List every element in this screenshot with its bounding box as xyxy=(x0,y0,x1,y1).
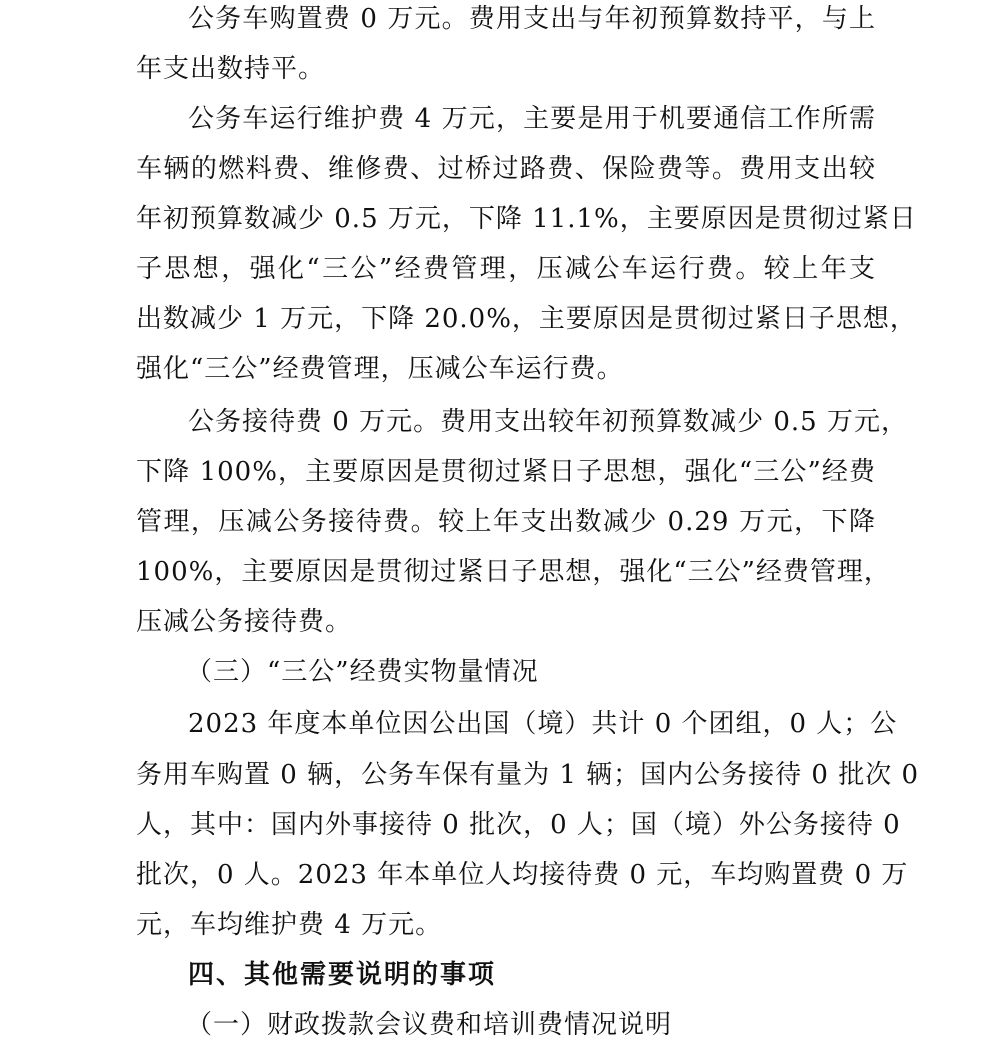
text-line: 压减公务接待费。 xyxy=(136,607,353,637)
text-line: 管理，压减公务接待费。较上年支出数减少 0.29 万元，下降 xyxy=(136,507,876,537)
text-line: 公务车购置费 0 万元。费用支出与年初预算数持平，与上 xyxy=(188,4,876,34)
text-line: 年初预算数减少 0.5 万元，下降 11.1%，主要原因是贯彻过紧日 xyxy=(136,204,917,234)
section-subheading: （三）“三公”经费实物量情况 xyxy=(186,657,539,687)
text-line: 年支出数持平。 xyxy=(136,54,326,84)
text-line: 车辆的燃料费、维修费、过桥过路费、保险费等。费用支出较 xyxy=(136,154,876,184)
text-line: 公务车运行维护费 4 万元，主要是用于机要通信工作所需 xyxy=(188,104,876,134)
text-line: 批次，0 人。2023 年本单位人均接待费 0 元，车均购置费 0 万 xyxy=(136,860,909,890)
text-line: 下降 100%，主要原因是贯彻过紧日子思想，强化“三公”经费 xyxy=(136,457,876,487)
text-line: 强化“三公”经费管理，压减公车运行费。 xyxy=(136,354,624,384)
text-line: 人，其中：国内外事接待 0 批次，0 人；国（境）外公务接待 0 xyxy=(136,810,901,840)
text-line: 务用车购置 0 辆，公务车保有量为 1 辆；国内公务接待 0 批次 0 xyxy=(136,760,920,790)
text-line: 100%，主要原因是贯彻过紧日子思想，强化“三公”经费管理， xyxy=(136,557,891,587)
section-subheading: （一）财政拨款会议费和培训费情况说明 xyxy=(186,1010,673,1040)
text-line: 元，车均维护费 4 万元。 xyxy=(136,910,443,940)
section-heading: 四、其他需要说明的事项 xyxy=(188,960,497,990)
text-line: 子思想，强化“三公”经费管理，压减公车运行费。较上年支 xyxy=(136,254,876,284)
text-line: 公务接待费 0 万元。费用支出较年初预算数减少 0.5 万元， xyxy=(188,407,908,437)
text-line: 出数减少 1 万元，下降 20.0%，主要原因是贯彻过紧日子思想， xyxy=(136,304,917,334)
text-line: 2023 年度本单位因公出国（境）共计 0 个团组，0 人；公 xyxy=(188,709,898,739)
